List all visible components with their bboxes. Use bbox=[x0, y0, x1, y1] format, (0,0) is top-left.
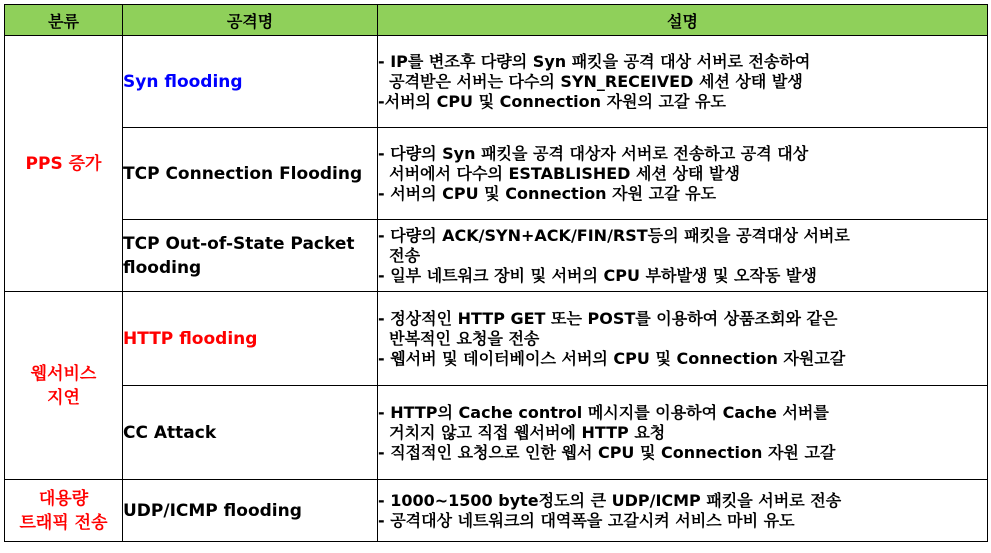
attack-name-cell bbox=[123, 128, 378, 220]
description-cell bbox=[378, 386, 988, 480]
table-row bbox=[5, 220, 988, 292]
header-description: 설명 bbox=[378, 5, 988, 36]
description-line: - IP를 변조후 다량의 Syn 패킷을 공격 대상 서버로 전송하여 bbox=[378, 51, 811, 71]
description-line: 반복적인 요청을 전송 bbox=[378, 328, 540, 348]
attack-name-cell bbox=[123, 220, 378, 292]
category-label-line: 대용량 bbox=[38, 488, 89, 509]
attack-name: TCP Connection Flooding bbox=[123, 163, 363, 184]
description-line: - HTTP의 Cache control 메시지를 이용하여 Cache 서버를 bbox=[378, 402, 829, 422]
category-cell bbox=[5, 480, 123, 542]
description-cell bbox=[378, 128, 988, 220]
attack-name: HTTP flooding bbox=[123, 328, 258, 349]
attack-name: UDP/ICMP flooding bbox=[123, 500, 302, 521]
description-line: 공격받은 서버는 다수의 SYN_RECEIVED 세션 상태 발생 bbox=[378, 71, 803, 91]
table-row bbox=[5, 128, 988, 220]
category-label-line: 지연 bbox=[47, 387, 80, 408]
category-label: PPS 증가 bbox=[25, 153, 102, 174]
attack-name-line: flooding bbox=[123, 257, 202, 278]
description-line: -서버의 CPU 및 Connection 자원의 고갈 유도 bbox=[378, 91, 726, 111]
attack-table bbox=[4, 4, 988, 542]
category-cell bbox=[5, 36, 123, 292]
header-row bbox=[5, 5, 988, 36]
description-line: - 직접적인 요청으로 인한 웹서 CPU 및 Connection 자원 고갈 bbox=[378, 442, 836, 462]
table-row bbox=[5, 386, 988, 480]
category-label-line: 트래픽 전송 bbox=[19, 512, 108, 533]
category-cell bbox=[5, 292, 123, 480]
description-cell bbox=[378, 36, 988, 128]
description-line: - 공격대상 네트워크의 대역폭을 고갈시켜 서비스 마비 유도 bbox=[378, 510, 795, 530]
description-line: - 서버의 CPU 및 Connection 자원 고갈 유도 bbox=[378, 183, 717, 203]
table-row bbox=[5, 36, 988, 128]
attack-name-line: TCP Out-of-State Packet bbox=[123, 233, 355, 254]
category-label-line: 웹서비스 bbox=[30, 363, 97, 384]
description-line: - 정상적인 HTTP GET 또는 POST를 이용하여 상품조회와 같은 bbox=[378, 308, 838, 328]
attack-name: Syn flooding bbox=[123, 71, 243, 92]
description-line: - 다량의 Syn 패킷을 공격 대상자 서버로 전송하고 공격 대상 bbox=[378, 143, 809, 163]
attack-name-cell bbox=[123, 36, 378, 128]
attack-name-cell bbox=[123, 386, 378, 480]
description-line: 서버에서 다수의 ESTABLISHED 세션 상태 발생 bbox=[378, 163, 740, 183]
header-attack-name: 공격명 bbox=[123, 5, 378, 36]
description-line: - 다량의 ACK/SYN+ACK/FIN/RST등의 패킷을 공격대상 서버로 bbox=[378, 225, 850, 245]
description-line: 전송 bbox=[378, 245, 421, 265]
header-category: 분류 bbox=[5, 5, 123, 36]
description-cell bbox=[378, 220, 988, 292]
table-row bbox=[5, 292, 988, 386]
description-line: - 일부 네트워크 장비 및 서버의 CPU 부하발생 및 오작동 발생 bbox=[378, 265, 817, 285]
description-cell bbox=[378, 292, 988, 386]
description-line: 거치지 않고 직접 웹서버에 HTTP 요청 bbox=[378, 422, 666, 442]
attack-name: CC Attack bbox=[123, 422, 217, 443]
attack-name-cell bbox=[123, 292, 378, 386]
description-cell bbox=[378, 480, 988, 542]
description-line: - 웹서버 및 데이터베이스 서버의 CPU 및 Connection 자원고갈 bbox=[378, 348, 846, 368]
description-line: - 1000~1500 byte정도의 큰 UDP/ICMP 패킷을 서버로 전송 bbox=[378, 490, 842, 510]
table-row bbox=[5, 480, 988, 542]
attack-name-cell bbox=[123, 480, 378, 542]
